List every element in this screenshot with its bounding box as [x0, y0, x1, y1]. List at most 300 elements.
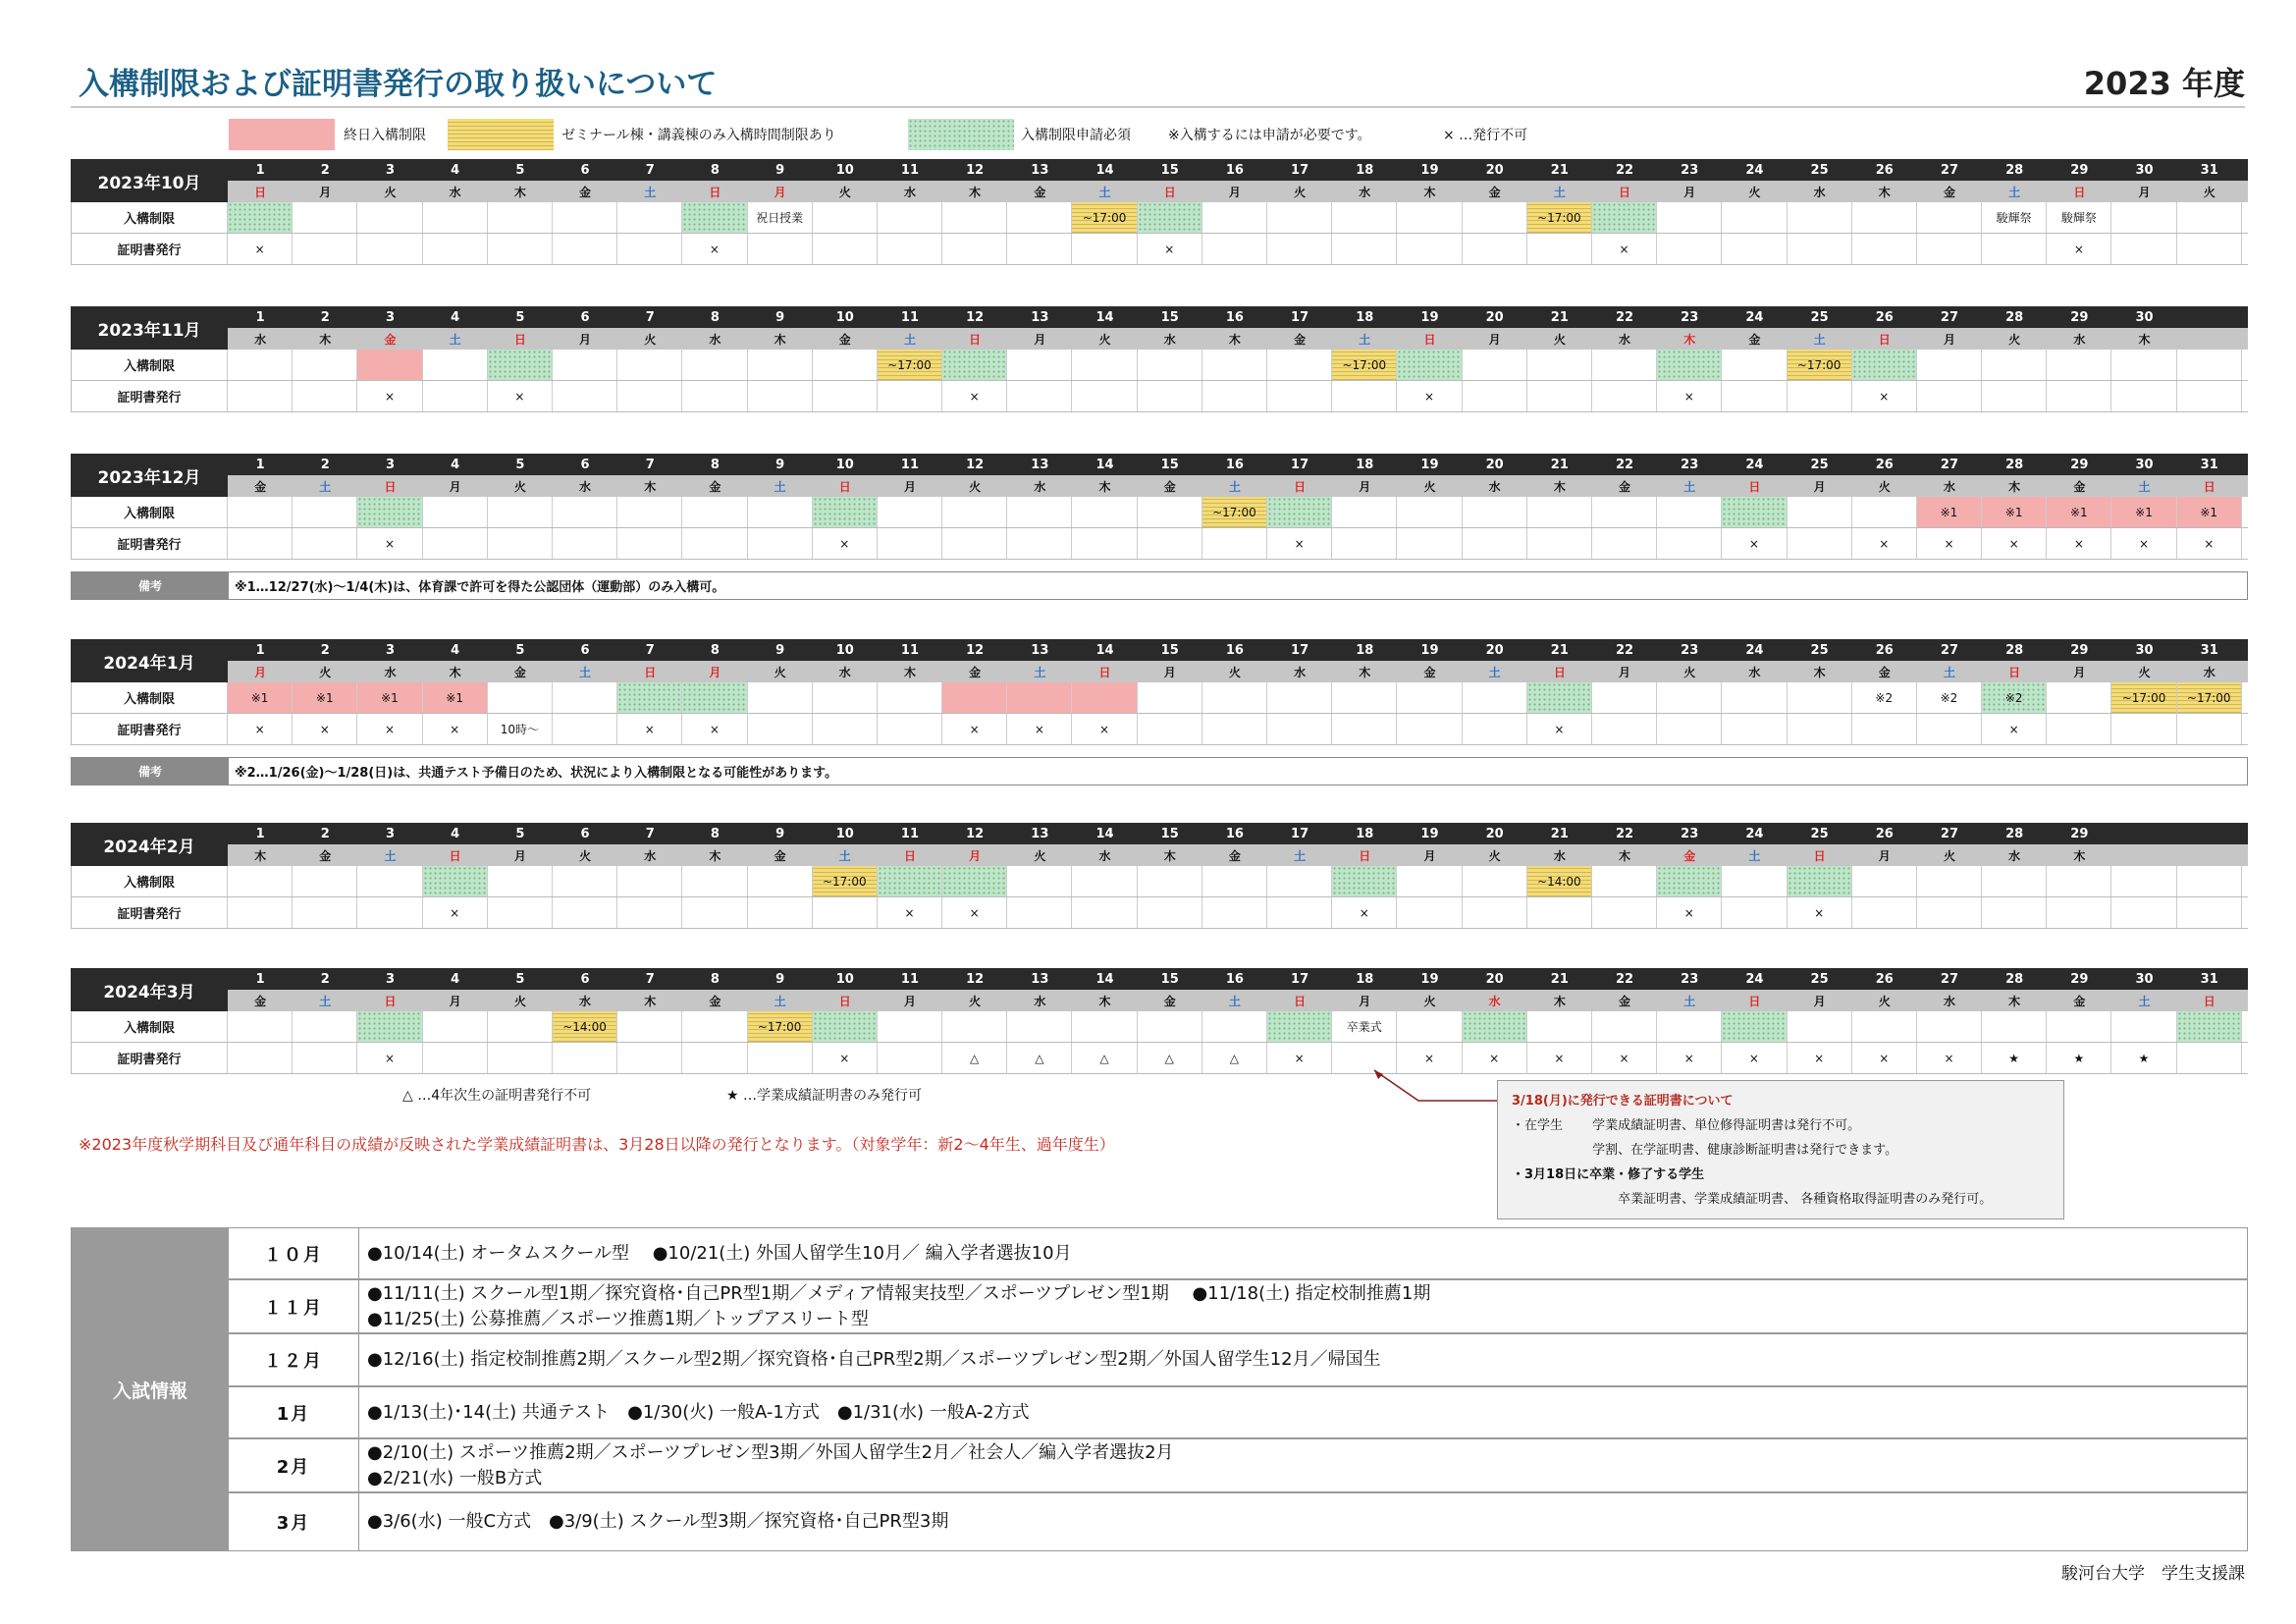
entry-cell: [553, 202, 617, 233]
entry-cell: [1267, 1011, 1332, 1042]
cert-cell: ×: [1592, 234, 1657, 264]
graduation-cert-callout: [1497, 1080, 2064, 1219]
cert-cell: ×: [357, 1043, 422, 1073]
legend-yellow-label: ゼミナール棟・講義棟のみ入構時間制限あり: [561, 128, 836, 143]
entry-restriction-row: [71, 682, 2248, 714]
month-block: [71, 306, 2248, 412]
entry-cell: [2047, 866, 2111, 896]
entry-cell: [682, 202, 747, 233]
weekday-cell: 月: [2073, 665, 2086, 679]
cert-cell: [1788, 234, 1852, 264]
weekday-cell: 土: [384, 848, 397, 863]
day-number: 22: [1615, 457, 1634, 472]
cert-cell: [748, 234, 813, 264]
exam-schedule: [359, 1334, 1381, 1385]
entry-cell: [748, 682, 813, 713]
cert-cell: [617, 381, 682, 411]
entry-row-label: 入構制限: [71, 202, 228, 233]
entry-cell: [553, 682, 617, 713]
cert-cell: [878, 528, 942, 559]
cert-cell: [1982, 381, 2047, 411]
weekday-cell: 金: [1488, 185, 1501, 199]
weekday-cell: 月: [254, 665, 267, 679]
cert-cell: ×: [682, 234, 747, 264]
day-number: 7: [645, 826, 655, 841]
weekday-cell: 金: [1163, 479, 1176, 494]
entry-cell: [682, 350, 747, 380]
weekday-cell: 火: [1878, 994, 1891, 1008]
entry-cell: ~17:00: [1072, 202, 1137, 233]
entry-cell: [1332, 866, 1397, 896]
weekday-row: [71, 328, 2248, 350]
cert-cell: ×: [617, 714, 682, 744]
day-number: 26: [1875, 457, 1894, 472]
day-number: 21: [1550, 971, 1569, 987]
day-number: 25: [1810, 971, 1829, 987]
cert-cell: [2177, 714, 2242, 744]
entry-cell: [1202, 350, 1267, 380]
day-number: 31: [2200, 457, 2218, 472]
day-number: 15: [1160, 642, 1179, 658]
weekday-cell: 水: [384, 665, 397, 679]
entry-cell: [1007, 350, 1072, 380]
day-number: 14: [1095, 642, 1114, 658]
cert-cell: ×: [2111, 528, 2176, 559]
entry-cell: [1527, 350, 1592, 380]
day-number: 4: [451, 309, 460, 325]
entry-cell: [748, 350, 813, 380]
weekday-cell: 月: [2138, 185, 2151, 199]
weekday-cell: 土: [1098, 185, 1111, 199]
entry-cell: ※1: [2047, 497, 2111, 527]
cert-cell: ×: [1592, 1043, 1657, 1073]
entry-cell: [293, 497, 357, 527]
entry-cell: [1592, 866, 1657, 896]
day-number: 1: [255, 457, 265, 472]
entry-cell: [878, 682, 942, 713]
exam-line: ●10/14(土) オータムスクール型 ●10/21(土) 外国人留学生10月／ 編入学者選抜10月: [367, 1242, 1072, 1264]
day-number: 4: [451, 642, 460, 658]
legend-pink-label: 終日入構制限: [344, 128, 426, 143]
cert-cell: [1138, 381, 1202, 411]
cert-cell: [488, 234, 553, 264]
entry-cell: [1267, 350, 1332, 380]
day-number: 2: [320, 309, 330, 325]
day-number: [2177, 823, 2242, 844]
day-number: 11: [900, 642, 920, 658]
cert-cell: ×: [1138, 234, 1202, 264]
day-number: 11: [900, 826, 920, 841]
cert-cell: [1138, 528, 1202, 559]
day-number: 26: [1875, 309, 1894, 325]
cert-cell: 10時～: [488, 714, 553, 744]
weekday-cell: 金: [1683, 848, 1696, 863]
day-number: 16: [1225, 826, 1244, 841]
cert-cell: [2111, 234, 2176, 264]
day-number: 18: [1356, 826, 1374, 841]
day-number: 15: [1160, 971, 1179, 987]
day-number: 10: [835, 642, 854, 658]
cert-cell: ×: [1657, 897, 1722, 928]
entry-cell: [1463, 1011, 1527, 1042]
day-number: 29: [2070, 457, 2089, 472]
entry-cell: [2111, 202, 2176, 233]
weekday-cell: 火: [1878, 479, 1891, 494]
day-number: 14: [1095, 826, 1114, 841]
weekday-cell: 日: [513, 332, 526, 347]
entry-cell: [228, 202, 293, 233]
cert-cell: [1332, 381, 1397, 411]
cert-cell: [682, 1043, 747, 1073]
cert-cell: △: [942, 1043, 1007, 1073]
day-number: 25: [1810, 162, 1829, 178]
cert-cell: ×: [423, 714, 488, 744]
entry-cell: [488, 866, 553, 896]
day-number: 7: [645, 642, 655, 658]
weekday-cell: 土: [1228, 479, 1241, 494]
entry-cell: [1657, 682, 1722, 713]
exam-line: ●2/21(水) 一般B方式: [367, 1467, 543, 1489]
cert-cell: [813, 897, 878, 928]
weekday-cell: 日: [1813, 848, 1826, 863]
cert-cell: ×: [942, 714, 1007, 744]
weekday-cell: 金: [254, 479, 267, 494]
weekday-cell: 月: [1488, 332, 1501, 347]
cert-cell: [878, 1043, 942, 1073]
weekday-cell: 土: [903, 332, 916, 347]
cert-cell: [553, 1043, 617, 1073]
day-number: 11: [900, 162, 920, 178]
day-number: 31: [2200, 162, 2218, 178]
entry-cell: [1527, 497, 1592, 527]
cert-cell: ×: [2177, 528, 2242, 559]
cert-cell: [813, 714, 878, 744]
cert-cell: [1527, 381, 1592, 411]
weekday-cell: 火: [1034, 848, 1046, 863]
entry-cell: ~14:00: [553, 1011, 617, 1042]
weekday-cell: 土: [2138, 479, 2151, 494]
weekday-cell: 木: [2138, 332, 2151, 347]
entry-cell: [1852, 350, 1917, 380]
day-number: 29: [2070, 162, 2089, 178]
entry-cell: [1852, 497, 1917, 527]
entry-cell: [878, 497, 942, 527]
day-number: 18: [1356, 162, 1374, 178]
cert-cell: [2111, 381, 2176, 411]
day-number-row: [71, 639, 2248, 661]
weekday-cell: 日: [969, 332, 982, 347]
exam-line: ●2/10(土) スポーツ推薦2期／スポーツプレゼン型3期／外国人留学生2月／社会人／編入学者選抜2月: [367, 1441, 1174, 1463]
weekday-cell: 月: [449, 479, 461, 494]
entry-cell: [488, 202, 553, 233]
cert-cell: [748, 1043, 813, 1073]
day-number: 17: [1291, 826, 1309, 841]
weekday-cell: 土: [838, 848, 851, 863]
cert-cell: [1202, 897, 1267, 928]
weekday-cell: 日: [2203, 994, 2216, 1008]
day-number: 29: [2070, 642, 2089, 658]
callout-line: 卒業証明書、学業成績証明書、 各種資格取得証明書のみ発行可。: [1512, 1192, 1993, 1207]
cert-cell: [1202, 714, 1267, 744]
day-number: 2: [320, 826, 330, 841]
day-number: 3: [385, 971, 395, 987]
month-label: 2023年10月: [71, 159, 228, 202]
day-number: 20: [1485, 309, 1504, 325]
entry-cell: [553, 497, 617, 527]
cert-cell: [1397, 714, 1462, 744]
weekday-cell: 金: [384, 332, 397, 347]
day-number: 27: [1940, 457, 1959, 472]
cert-cell: ×: [423, 897, 488, 928]
entry-cell: [1917, 1011, 1982, 1042]
day-number: 16: [1225, 457, 1244, 472]
entry-cell: [1463, 350, 1527, 380]
entry-cell: [1788, 682, 1852, 713]
entry-cell: [228, 866, 293, 896]
month-label: 2023年11月: [71, 306, 228, 350]
weekday-cell: 日: [1359, 848, 1371, 863]
cert-cell: [1267, 234, 1332, 264]
cert-cell: [1788, 714, 1852, 744]
entry-cell: [2177, 350, 2242, 380]
cert-row-label: 証明書発行: [71, 381, 228, 411]
cert-cell: [1332, 528, 1397, 559]
weekday-cell: 水: [709, 332, 721, 347]
exam-row: [229, 1439, 2247, 1493]
entry-cell: [813, 1011, 878, 1042]
weekday-cell: 金: [1294, 332, 1307, 347]
day-number: 14: [1095, 162, 1114, 178]
day-number: 26: [1875, 826, 1894, 841]
cert-cell: ×: [1917, 528, 1982, 559]
cert-cell: ★: [2047, 1043, 2111, 1073]
month-block: [71, 968, 2248, 1074]
entry-cell: [488, 1011, 553, 1042]
day-number: 3: [385, 162, 395, 178]
day-number: 7: [645, 457, 655, 472]
entry-cell: [1852, 202, 1917, 233]
weekday-cell: 月: [1619, 665, 1631, 679]
entry-cell: [2047, 350, 2111, 380]
entry-cell: 祝日授業: [748, 202, 813, 233]
weekday-cell: 火: [838, 185, 851, 199]
day-number: 7: [645, 162, 655, 178]
day-number: 16: [1225, 642, 1244, 658]
cert-cell: ×: [1852, 381, 1917, 411]
entry-cell: [1202, 682, 1267, 713]
exam-schedule: [359, 1280, 1430, 1332]
entry-cell: [228, 497, 293, 527]
cert-cell: [748, 714, 813, 744]
weekday-row: [71, 990, 2248, 1011]
day-number: 30: [2135, 309, 2154, 325]
certificate-row: [71, 234, 2248, 265]
day-number: 27: [1940, 309, 1959, 325]
cert-cell: [1592, 897, 1657, 928]
cert-cell: [2177, 1043, 2242, 1073]
cert-row-label: 証明書発行: [71, 897, 228, 928]
cert-cell: [293, 1043, 357, 1073]
fiscal-year: 2023 年度: [2083, 65, 2245, 102]
entry-cell: [357, 866, 422, 896]
weekday-cell: 金: [969, 665, 982, 679]
exam-schedule: [359, 1439, 1174, 1491]
weekday-cell: 火: [1294, 185, 1307, 199]
weekday-cell: 月: [1163, 665, 1176, 679]
day-number: 15: [1160, 309, 1179, 325]
weekday-cell: 金: [1034, 185, 1046, 199]
triangle-legend: △ …4年次生の証明書発行不可: [402, 1088, 592, 1104]
weekday-cell: 木: [1683, 332, 1696, 347]
entry-cell: ~17:00: [878, 350, 942, 380]
weekday-cell: 月: [709, 665, 721, 679]
day-number: 12: [966, 971, 985, 987]
day-number: 8: [710, 162, 720, 178]
month-label: 2023年12月: [71, 454, 228, 497]
weekday-cell: 火: [513, 994, 526, 1008]
day-number: 1: [255, 826, 265, 841]
day-number: 16: [1225, 162, 1244, 178]
entry-cell: [1138, 682, 1202, 713]
certificate-row: [71, 381, 2248, 412]
cert-cell: [813, 381, 878, 411]
day-number: 6: [580, 457, 590, 472]
cert-cell: [488, 528, 553, 559]
weekday-cell: 月: [1359, 479, 1371, 494]
day-number: 30: [2135, 162, 2154, 178]
cert-cell: [1463, 381, 1527, 411]
weekday-cell: 金: [579, 185, 592, 199]
weekday-cell: 木: [709, 848, 721, 863]
day-number: 22: [1615, 826, 1634, 841]
entry-cell: [2111, 866, 2176, 896]
weekday-cell: 火: [513, 479, 526, 494]
cert-cell: ★: [2111, 1043, 2176, 1073]
cert-cell: ×: [1722, 528, 1787, 559]
cert-cell: △: [1072, 1043, 1137, 1073]
certificate-row: [71, 528, 2248, 560]
entry-cell: [1397, 866, 1462, 896]
cert-cell: [1463, 234, 1527, 264]
entry-cell: ~14:00: [1527, 866, 1592, 896]
weekday-cell: 火: [579, 848, 592, 863]
entry-cell: ~17:00: [1332, 350, 1397, 380]
cert-cell: [1202, 528, 1267, 559]
day-number: 12: [966, 642, 985, 658]
weekday-cell: 火: [1228, 665, 1241, 679]
cert-cell: ×: [1722, 1043, 1787, 1073]
entry-cell: ※1: [2111, 497, 2176, 527]
entry-cell: ※2: [1852, 682, 1917, 713]
weekday-cell: 日: [1098, 665, 1111, 679]
weekday-cell: [2177, 328, 2242, 350]
weekday-cell: 水: [2008, 848, 2021, 863]
day-number: 22: [1615, 642, 1634, 658]
day-number: 19: [1420, 642, 1439, 658]
weekday-cell: 金: [1423, 665, 1436, 679]
weekday-cell: 月: [1813, 479, 1826, 494]
certificate-row: [71, 897, 2248, 929]
weekday-cell: 日: [903, 848, 916, 863]
weekday-cell: 木: [1423, 185, 1436, 199]
entry-cell: [1592, 202, 1657, 233]
day-number: 19: [1420, 457, 1439, 472]
entry-cell: [1592, 497, 1657, 527]
weekday-cell: 日: [838, 479, 851, 494]
cert-cell: ×: [228, 714, 293, 744]
weekday-cell: 土: [1294, 848, 1307, 863]
day-number: 22: [1615, 309, 1634, 325]
entry-row-label: 入構制限: [71, 866, 228, 896]
weekday-cell: 水: [2073, 332, 2086, 347]
day-number: 5: [515, 971, 525, 987]
exam-schedule: [359, 1493, 948, 1550]
entry-cell: [293, 1011, 357, 1042]
day-number: 9: [775, 826, 785, 841]
entry-cell: ~17:00: [1202, 497, 1267, 527]
cert-cell: [1982, 897, 2047, 928]
cert-cell: [1788, 528, 1852, 559]
cert-cell: [2177, 381, 2242, 411]
entry-cell: [942, 866, 1007, 896]
weekday-cell: 土: [1359, 332, 1371, 347]
cert-cell: [553, 897, 617, 928]
entry-cell: [1397, 497, 1462, 527]
cert-row-label: 証明書発行: [71, 528, 228, 559]
cert-cell: ×: [357, 714, 422, 744]
cert-cell: ×: [357, 381, 422, 411]
entry-cell: [2177, 202, 2242, 233]
weekday-cell: 火: [1553, 332, 1566, 347]
weekday-cell: 水: [1034, 994, 1046, 1008]
cert-cell: [2047, 897, 2111, 928]
weekday-cell: 木: [644, 479, 657, 494]
weekday-cell: 火: [1488, 848, 1501, 863]
legend-green-label: 入構制限申請必須: [1021, 128, 1131, 143]
cert-cell: ×: [357, 528, 422, 559]
cert-cell: ★: [1982, 1043, 2047, 1073]
day-number: 5: [515, 457, 525, 472]
entry-cell: [1463, 682, 1527, 713]
weekday-cell: 水: [254, 332, 267, 347]
day-number: 3: [385, 309, 395, 325]
weekday-cell: 日: [2008, 665, 2021, 679]
day-number: 27: [1940, 826, 1959, 841]
cert-cell: ×: [1527, 1043, 1592, 1073]
weekday-cell: 日: [2203, 479, 2216, 494]
day-number: 9: [775, 457, 785, 472]
weekday-cell: 水: [1488, 994, 1501, 1008]
day-number: 13: [1031, 826, 1049, 841]
weekday-cell: 土: [1683, 994, 1696, 1008]
weekday-cell: 水: [1943, 994, 1955, 1008]
day-number: 4: [451, 826, 460, 841]
day-number: 2: [320, 642, 330, 658]
entry-cell: [488, 497, 553, 527]
entry-cell: [878, 866, 942, 896]
entry-cell: [2177, 1011, 2242, 1042]
exam-line: ●1/13(土)･14(土) 共通テスト ●1/30(火) 一般A-1方式 ●1/31(水) 一般A-2方式: [367, 1401, 1030, 1423]
entry-cell: [423, 350, 488, 380]
entry-cell: [682, 1011, 747, 1042]
day-number: 12: [966, 309, 985, 325]
cert-cell: [1202, 234, 1267, 264]
weekday-cell: 金: [1163, 994, 1176, 1008]
cert-cell: [617, 234, 682, 264]
entry-cell: [1788, 1011, 1852, 1042]
cert-cell: ×: [1332, 897, 1397, 928]
day-number: 14: [1095, 457, 1114, 472]
